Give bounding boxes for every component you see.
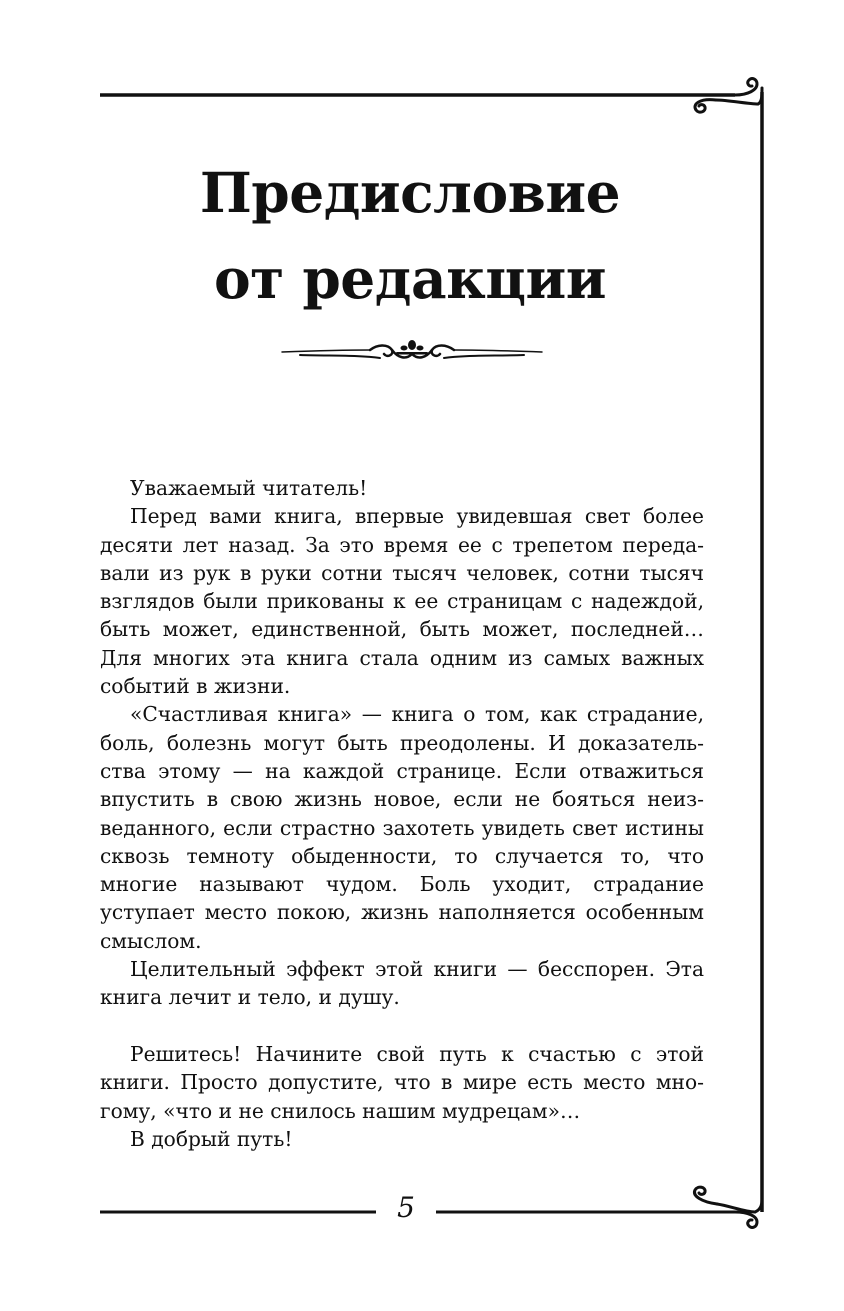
paragraph-greeting: Уважаемый читатель! [130, 476, 368, 500]
paragraph-farewell: В добрый путь! [130, 1126, 293, 1151]
chapter-title [150, 150, 670, 322]
chapter-title-line-2: от редакции [213, 246, 607, 311]
page-number: 5 [397, 1191, 415, 1224]
chapter-title-line-1: Предисловие [199, 160, 621, 225]
paragraph-book-purpose: «Счастливая книга» — книга о том, как страдание, боль, болезнь могут быть преодолены. И доказательства этому — на каждой странице. Если отважиться впустить в свою жизнь новое, если не бояться неизведанного, если страстно захотеть увидеть свет истины сквозь темноту обыденности, то случается то, что многие называют чудом. Боль уходит, страдание уступает место покою, жизнь наполняется особенным смыслом. [100, 702, 704, 953]
paragraph-book-history: Перед вами книга, впервые увидевшая свет более десяти лет назад. За это время ее с трепетом передавали из рук в руки сотни тысяч человек, сотни тысяч взглядов были прикованы к ее страницам с надеждой, быть может, единственной, быть может, последней… Для многих эта книга стала одним из самых важных событий в жизни. [100, 504, 704, 699]
paragraph-call-to-action: Решитесь! Начините свой путь к счастью с этой книги. Просто допустите, что в мире есть место многому, «что и не снилось нашим мудрецам»… [100, 1041, 704, 1123]
ornamental-divider-icon [280, 338, 544, 366]
paragraph-healing-effect: Целительный эффект этой книги — бесспорен. Эта книга лечит и тело, и душу. [100, 957, 704, 1010]
foreword-body [100, 474, 704, 1153]
scroll-curl-icon [694, 1187, 762, 1227]
